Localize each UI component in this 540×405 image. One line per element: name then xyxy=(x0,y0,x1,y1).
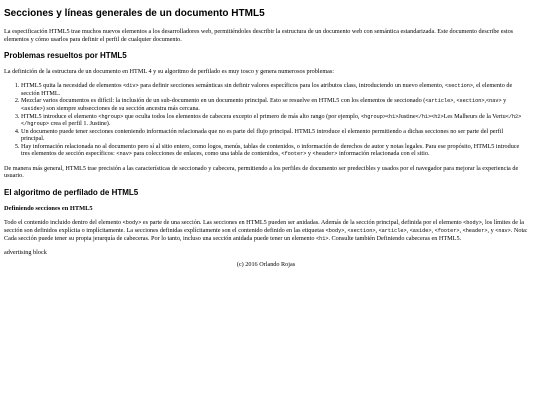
problems-list xyxy=(4,82,528,158)
item-text: Hay información relacionada no al documento pero sí al sitio entero, como logos, menús, tablas de contenidos, o información de derechos de autor y notas legales. Para ese propósito, HTML5 introduce tres elementos de sección específicos: xyxy=(21,142,520,158)
code-tag: <header> xyxy=(462,228,488,234)
code-tag: <article> xyxy=(378,228,407,234)
list-item xyxy=(21,113,528,128)
code-tag: <article> xyxy=(425,98,454,105)
para-text: . Consulte también Definiendo cabeceras en HTML5. xyxy=(328,234,462,242)
item-text: , xyxy=(453,97,457,105)
code-tag: <body> xyxy=(325,228,345,234)
item-text: Mezclar varios documentos es difícil: la inclusión de un sub-documento en un documento principal. Esto se resuelve en HTML5 con los elementos de seccionado ( xyxy=(21,97,426,105)
code-tag: <section> xyxy=(445,83,474,90)
algorithm-heading: El algoritmo de perfilado de HTML5 xyxy=(4,188,139,198)
list-item xyxy=(21,143,528,158)
code-tag: <footer> xyxy=(281,151,307,158)
code-tag: <nav> xyxy=(116,151,132,158)
code-tag: <hgroup> xyxy=(98,113,124,120)
para-text: Todo el contenido incluido dentro del elemento xyxy=(4,219,123,227)
para-text: , xyxy=(459,227,463,234)
code-tag: <nav> xyxy=(495,228,511,234)
item-text: Les Malheurs de la Vertu xyxy=(443,112,506,120)
item-text: y xyxy=(306,150,313,158)
item-text: para colecciones de enlaces, como una tabla de contenidos, xyxy=(131,150,282,158)
footer-copyright: (c) 2016 Orlando Rojas xyxy=(236,260,296,268)
advertising-block: advertising block xyxy=(4,249,47,257)
code-tag: </h2></hgroup> xyxy=(21,113,522,128)
item-text: para definir secciones semánticas sin definir valores específicos para los atributos class, introduciendo un nuevo elemento, xyxy=(138,82,445,90)
item-text: HTML5 quita la necesidad de elementos xyxy=(21,82,124,90)
code-tag: <div> xyxy=(123,83,139,90)
code-tag: <aside> xyxy=(21,105,43,112)
item-text: Justine xyxy=(398,112,416,120)
para-text: es parte de una sección. Las secciones en HTML5 pueden ser anidadas. Además de la sección principal, definida por el elemento xyxy=(141,219,464,227)
code-tag: <footer> xyxy=(434,228,460,234)
problems-closing: De manera más general, HTML5 trae precisión a las características de seccionado y cabecera, permitiendo a los perfiles de documento ser predecibles y usados por el navegador para mejorar la experiencia de usuario. xyxy=(4,164,519,180)
code-tag: <aside> xyxy=(409,228,432,234)
item-text: , el elemento de sección HTML. xyxy=(21,82,513,97)
code-tag: </h1><h2> xyxy=(415,113,444,120)
item-text: , xyxy=(484,97,487,105)
intro-paragraph: La especificación HTML5 trae muchos nuevos elementos a los desarrolladores web, permitiéndoles describir la estructura de un documento web con semántica estandarizada. Este documento describe estos elementos y cómo usarlos para definir el perfil de cualquier documento. xyxy=(4,28,514,43)
code-tag: <body> xyxy=(122,220,142,227)
list-item xyxy=(21,97,528,112)
code-tag: <hgroup><h1> xyxy=(361,113,399,120)
code-tag: <body> xyxy=(463,220,482,227)
para-text: , xyxy=(406,227,410,234)
para-text: , y xyxy=(487,227,496,234)
code-tag: <section> xyxy=(347,228,376,234)
problems-heading: Problemas resueltos por HTML5 xyxy=(4,51,127,61)
code-tag: <h1> xyxy=(316,235,329,242)
algorithm-subheading: Definiendo secciones en HTML5 xyxy=(4,204,93,212)
item-text: crea el perfil 1. Justine). xyxy=(49,120,111,128)
item-text: y xyxy=(501,97,507,105)
item-text: HTML5 introduce el elemento xyxy=(21,112,99,120)
para-text: , los límites de la sección son definidos explícita o implícitamente. La secciones definidas explícitamente son el contenido definido en las etiquetas xyxy=(4,219,524,234)
code-tag: <header> xyxy=(312,151,338,158)
item-text: ) son siempre subsecciones de su sección ancestra más cercana. xyxy=(42,104,200,112)
item-text: Un documento puede tener secciones conteniendo información relacionada que no es parte del flujo principal. HTML5 introduce el elemento permitiendo a dichas secciones no ser parte del perfil principal. xyxy=(21,127,504,143)
para-text: , xyxy=(375,227,379,234)
code-tag: <section> xyxy=(456,98,485,105)
algorithm-paragraph xyxy=(4,219,528,242)
page-title: Secciones y líneas generales de un documento HTML5 xyxy=(4,8,265,19)
problems-lead: La definición de la estructura de un documento en HTML 4 y su algoritmo de perfilado es muy tosco y genera numerosos problemas: xyxy=(4,67,335,75)
list-item xyxy=(21,82,528,97)
item-text: información relacionada con el sitio. xyxy=(337,150,430,158)
item-text: que oculta todos los elementos de cabecera excepto el primero de más alto rango (por ejemplo, xyxy=(123,112,362,120)
code-tag: <nav> xyxy=(486,98,502,105)
para-text: , xyxy=(344,227,348,234)
para-text: , xyxy=(431,227,435,234)
para-text: . Nota: Cada sección puede tener su propia jerarquía de cabeceras. Por lo tanto, incluso una sección anidada puede tener un elemento xyxy=(4,227,528,242)
list-item xyxy=(21,128,528,143)
